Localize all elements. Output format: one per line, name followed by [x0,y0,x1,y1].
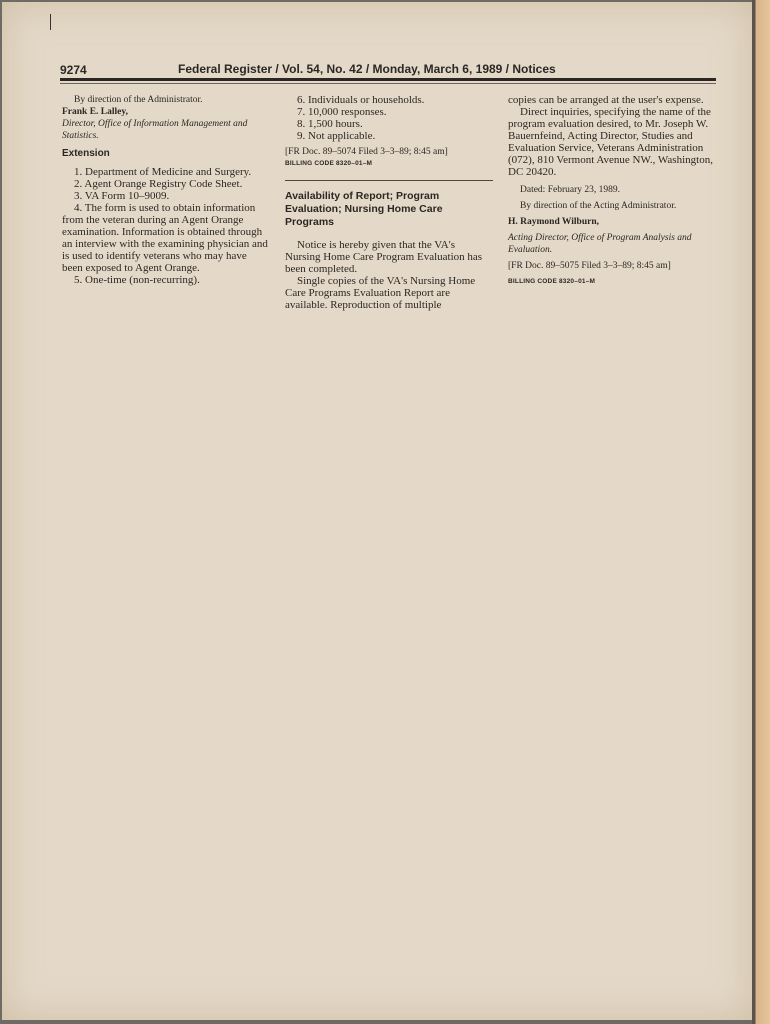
billing-code: BILLING CODE 8320–01–M [508,278,596,285]
column-1 [62,94,270,286]
direction-line: By direction of the Acting Administrator. [520,201,677,211]
fr-doc-citation: [FR Doc. 89–5074 Filed 3–3–89; 8:45 am] [285,147,448,157]
signer-name: Frank E. Lalley, [62,107,128,117]
section-heading: Availability of Report; Program Evaluation; Nursing Home Care Programs [285,190,443,228]
extension-heading: Extension [62,148,110,159]
billing-code: BILLING CODE 8320–01–M [285,160,373,167]
list-item: 3. VA Form 10–9009. [74,190,170,202]
page-number: 9274 [60,63,87,77]
list-item: 6. Individuals or households. [297,94,425,106]
column-3 [508,94,716,288]
paragraph: Direct inquiries, specifying the name of the program evaluation desired, to Mr. Joseph W. Bauernfeind, Acting Director, Studies and Evaluation Service, Veterans Administration (072), 810 Vermont Avenue NW., Washington, DC 20420. [508,106,713,178]
header-rule-thin [60,83,716,84]
paragraph: Single copies of the VA's Nursing Home Care Programs Evaluation Report are available. Reproduction of multiple [285,275,476,311]
list-item: 4. The form is used to obtain information from the veteran during an Agent Orange examination. Information is obtained through an interview with the examining physician and is used to identify veterans who may have been exposed to Agent Orange. [62,202,268,274]
direction-line: By direction of the Administrator. [74,95,203,105]
signer-title: Director, Office of Information Management and Statistics. [62,119,248,141]
header-rule [60,78,716,81]
page-edge [752,0,770,1024]
scan-mark [50,14,51,30]
signer-name: H. Raymond Wilburn, [508,217,599,227]
paragraph: Notice is hereby given that the VA's Nursing Home Care Program Evaluation has been completed. [285,239,483,275]
list-item: 1. Department of Medicine and Surgery. [74,166,252,178]
signer-title: Acting Director, Office of Program Analysis and Evaluation. [508,233,692,255]
list-item: 5. One-time (non-recurring). [74,274,200,286]
list-item: 8. 1,500 hours. [297,118,363,130]
column-2 [285,94,493,311]
running-header [60,62,716,78]
list-item: 2. Agent Orange Registry Code Sheet. [74,178,243,190]
fr-doc-citation: [FR Doc. 89–5075 Filed 3–3–89; 8:45 am] [508,261,671,271]
list-item: 9. Not applicable. [297,130,376,142]
dated-line: Dated: February 23, 1989. [520,185,620,195]
list-item: 7. 10,000 responses. [297,106,387,118]
header-title: Federal Register / Vol. 54, No. 42 / Monday, March 6, 1989 / Notices [178,62,556,76]
paragraph: copies can be arranged at the user's expense. [508,94,704,106]
section-divider [285,180,493,181]
